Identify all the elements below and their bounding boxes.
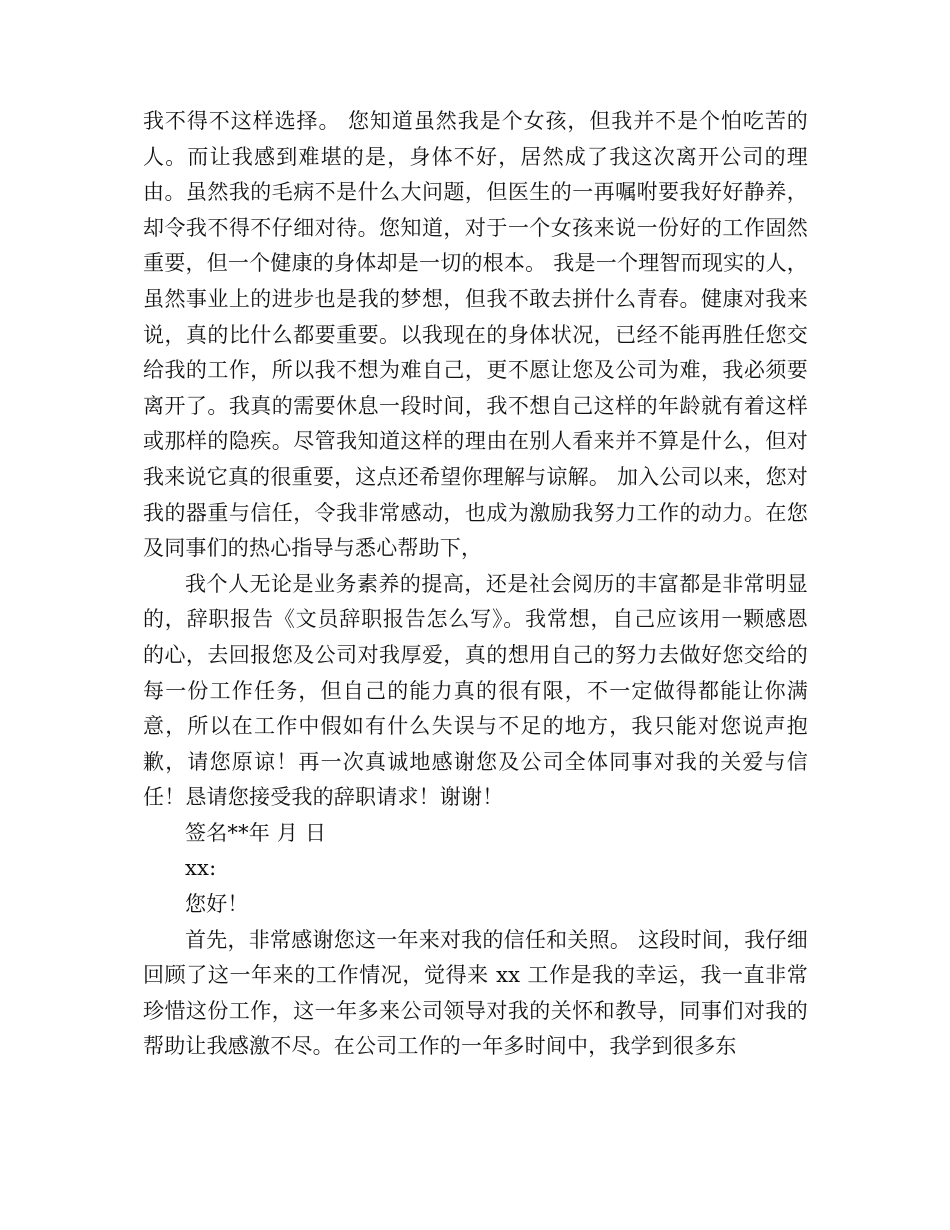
body-paragraph-2: 我个人无论是业务素养的提高，还是社会阅历的丰富都是非常明显的，辞职报告《文员辞职报告怎么写》。我常想，自己应该用一颗感恩的心，去回报您及公司对我厚爱，真的想用自己的努力去做好您交给的每一份工作任务，但自己的能力真的很有限，不一定做得都能让你满意，所以在工作中假如有什么失误与不足的地方，我只能对您说声抱歉，请您原谅！再一次真诚地感谢您及公司全体同事对我的关爱与信任！恳请您接受我的辞职请求！谢谢！: [143, 571, 808, 810]
body-paragraph-3: 首先，非常感谢您这一年来对我的信任和关照。 这段时间，我仔细回顾了这一年来的工作情况，觉得来 xx 工作是我的幸运，我一直非常珍惜这份工作，这一年多来公司领导对我的关怀和教导，同事们对我的帮助让我感激不尽。在公司工作的一年多时间中，我学到很多东: [143, 927, 808, 1059]
greeting: 您好！: [185, 892, 249, 917]
document-page: [143, 104, 808, 1065]
body-paragraph-1: 我不得不这样选择。 您知道虽然我是个女孩，但我并不是个怕吃苦的人。而让我感到难堪的是，身体不好，居然成了我这次离开公司的理由。虽然我的毛病不是什么大问题，但医生的一再嘱咐要我好好静养，却令我不得不仔细对待。您知道，对于一个女孩来说一份好的工作固然重要，但一个健康的身体却是一切的根本。 我是一个理智而现实的人，虽然事业上的进步也是我的梦想，但我不敢去拼什么青春。健康对我来说，真的比什么都要重要。以我现在的身体状况，已经不能再胜任您交给我的工作，所以我不想为难自己，更不愿让您及公司为难，我必须要离开了。我真的需要休息一段时间，我不想自己这样的年龄就有着这样或那样的隐疾。尽管我知道这样的理由在别人看来并不算是什么，但对我来说它真的很重要，这点还希望你理解与谅解。 加入公司以来，您对我的器重与信任，令我非常感动，也成为激励我努力工作的动力。在您及同事们的热心指导与悉心帮助下，: [143, 109, 808, 561]
salutation: xx:: [185, 856, 217, 881]
signature-line: 签名**年 月 日: [185, 820, 327, 845]
